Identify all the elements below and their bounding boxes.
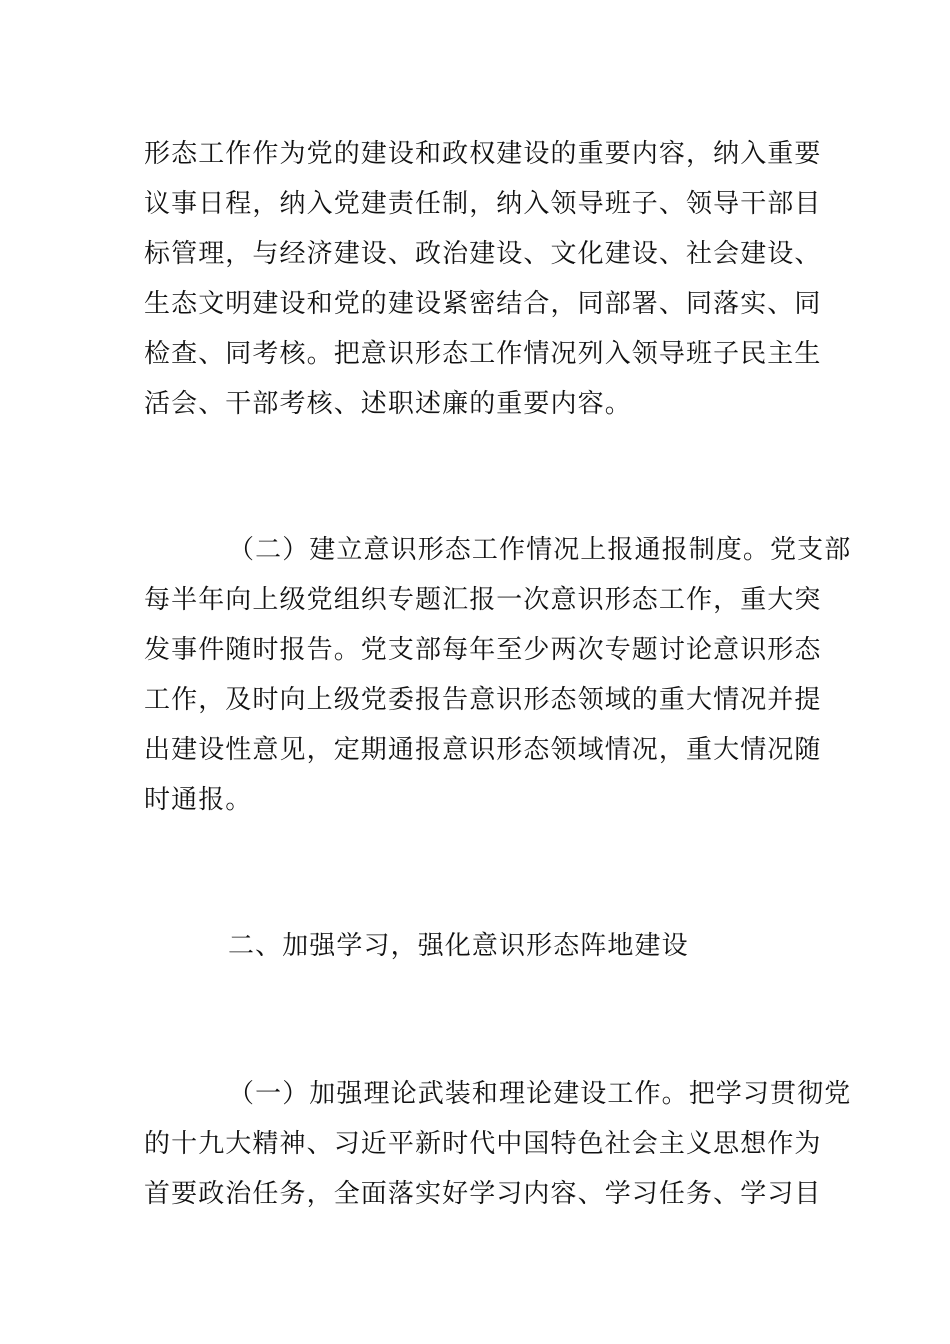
paragraph-1-line-3: 标管理，与经济建设、政治建设、文化建设、社会建设、 <box>144 239 822 269</box>
paragraph-1-line-4: 生态文明建设和党的建设紧密结合，同部署、同落实、同 <box>144 289 822 319</box>
paragraph-2-line-1: （二）建立意识形态工作情况上报通报制度。党支部 <box>228 535 852 565</box>
paragraph-3-line-3: 首要政治任务，全面落实好学习内容、学习任务、学习目 <box>144 1179 822 1209</box>
paragraph-1-line-1: 形态工作作为党的建设和政权建设的重要内容，纳入重要 <box>144 139 822 169</box>
paragraph-3-line-2: 的十九大精神、习近平新时代中国特色社会主义思想作为 <box>144 1129 822 1159</box>
paragraph-2-line-3: 发事件随时报告。党支部每年至少两次专题讨论意识形态 <box>144 635 822 665</box>
paragraph-3-line-1: （一）加强理论武装和理论建设工作。把学习贯彻党 <box>228 1079 852 1109</box>
paragraph-1-line-6: 活会、干部考核、述职述廉的重要内容。 <box>144 389 632 419</box>
paragraph-1-line-2: 议事日程，纳入党建责任制，纳入领导班子、领导干部目 <box>144 189 822 219</box>
paragraph-2-line-5: 出建设性意见，定期通报意识形态领域情况，重大情况随 <box>144 735 822 765</box>
paragraph-1-line-5: 检查、同考核。把意识形态工作情况列入领导班子民主生 <box>144 339 822 369</box>
paragraph-2-line-2: 每半年向上级党组织专题汇报一次意识形态工作，重大突 <box>144 585 822 615</box>
paragraph-2-line-6: 时通报。 <box>144 785 253 815</box>
paragraph-2-line-4: 工作，及时向上级党委报告意识形态领域的重大情况并提 <box>144 685 822 715</box>
section-heading: 二、加强学习，强化意识形态阵地建设 <box>228 931 689 961</box>
